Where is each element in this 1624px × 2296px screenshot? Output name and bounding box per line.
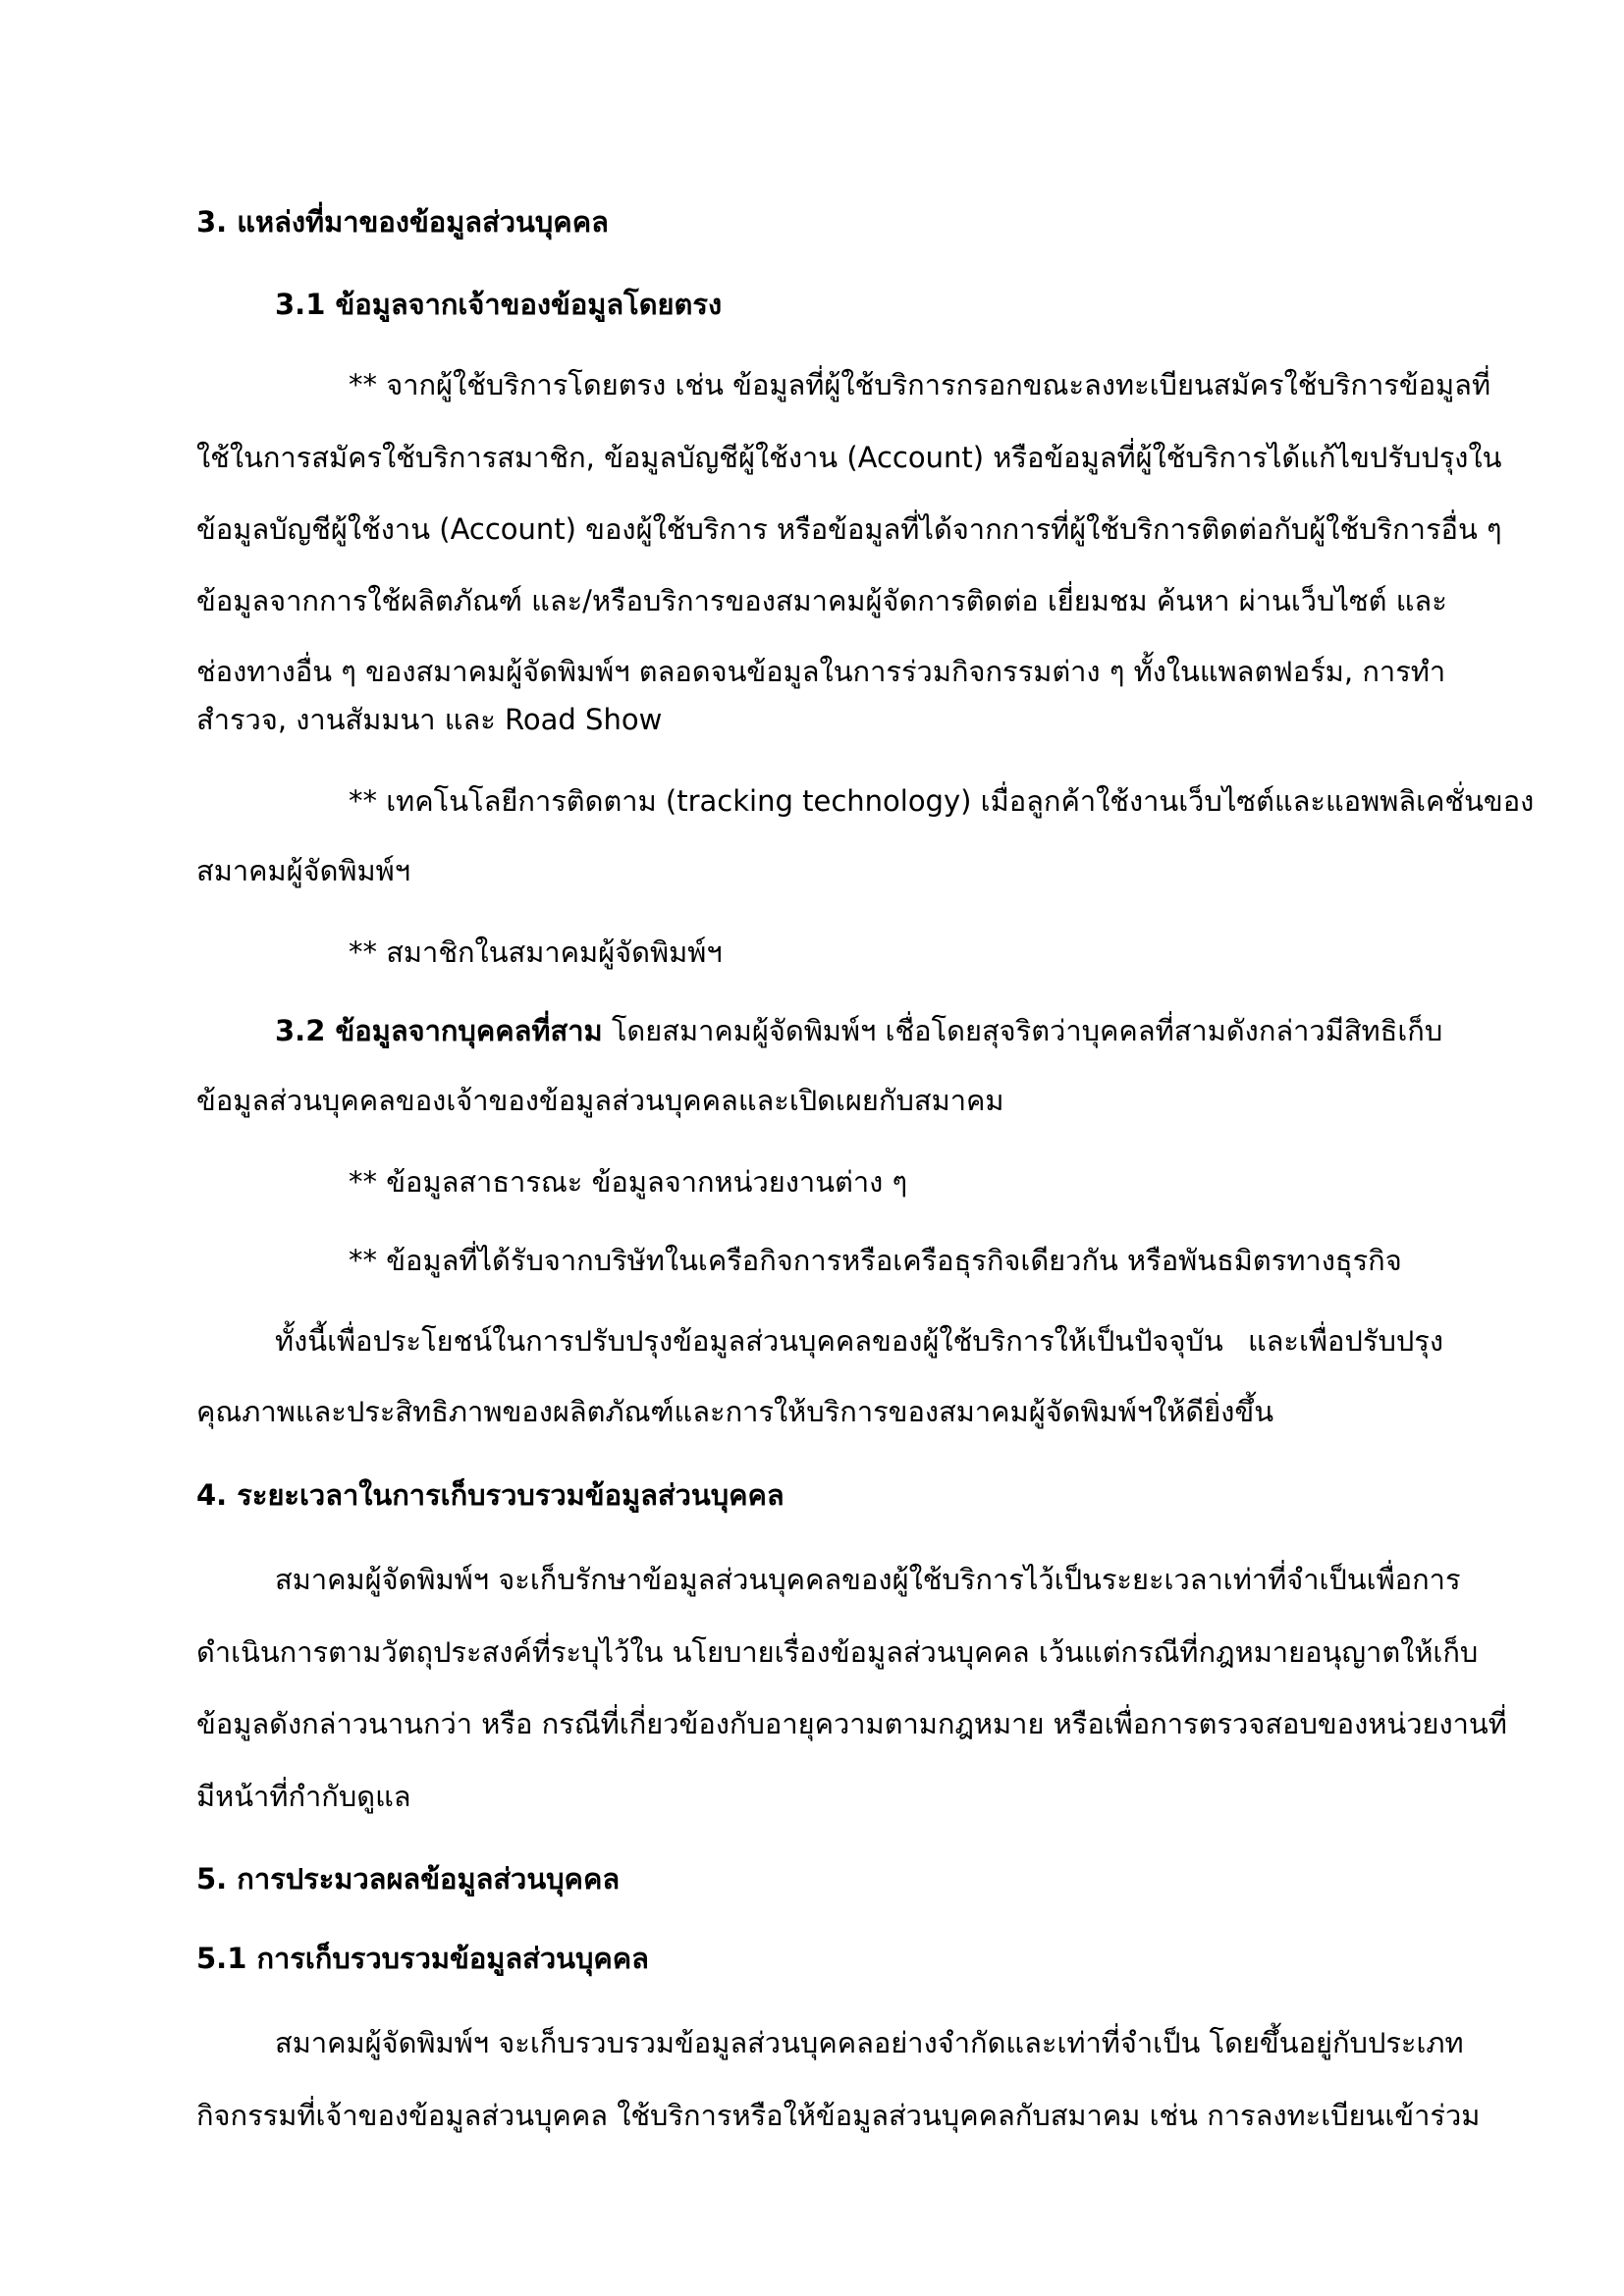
paragraph-line: ข้อมูลดังกล่าวนานกว่า หรือ กรณีที่เกี่ยวข้องกับอายุความตามกฎหมาย หรือเพื่อการตรวจสอบของหน่วยงานที่ (196, 1707, 1507, 1740)
paragraph-line: คุณภาพและประสิทธิภาพของผลิตภัณฑ์และการให้บริการของสมาคมผู้จัดพิมพ์ฯให้ดียิ่งขึ้น (196, 1395, 1274, 1428)
section-3-heading: 3. แหล่งที่มาของข้อมูลส่วนบุคคล (196, 205, 609, 239)
section-3-2-heading: 3.2 ข้อมูลจากบุคคลที่สาม (275, 1014, 603, 1047)
paragraph-line: ข้อมูลส่วนบุคคลของเจ้าของข้อมูลส่วนบุคคลและเปิดเผยกับสมาคม (196, 1084, 1004, 1117)
paragraph-line: ** เทคโนโลยีการติดตาม (tracking technology) เมื่อลูกค้าใช้งานเว็บไซต์และแอพพลิเคชั่นของ (349, 784, 1535, 818)
paragraph-line: ** สมาชิกในสมาคมผู้จัดพิมพ์ฯ (349, 935, 723, 969)
paragraph-line: ข้อมูลจากการใช้ผลิตภัณฑ์ และ/หรือบริการของสมาคมผู้จัดการติดต่อ เยี่ยมชม ค้นหา ผ่านเว็บไซต์ และ (196, 584, 1447, 617)
paragraph-line: ใช้ในการสมัครใช้บริการสมาชิก, ข้อมูลบัญชีผู้ใช้งาน (Account) หรือข้อมูลที่ผู้ใช้บริการได้แก้ไขปรับปรุงใน (196, 441, 1502, 474)
section-3-2-line (275, 1011, 1443, 1050)
paragraph-line: สมาคมผู้จัดพิมพ์ฯ จะเก็บรวบรวมข้อมูลส่วนบุคคลอย่างจำกัดและเท่าที่จำเป็น โดยขึ้นอยู่กับประเภท (275, 2026, 1464, 2059)
section-5-1-heading: 5.1 การเก็บรวบรวมข้อมูลส่วนบุคคล (196, 1942, 649, 1975)
section-3-2-text: โดยสมาคมผู้จัดพิมพ์ฯ เชื่อโดยสุจริตว่าบุคคลที่สามดังกล่าวมีสิทธิเก็บ (602, 1014, 1443, 1047)
paragraph-line: มีหน้าที่กำกับดูแล (196, 1780, 411, 1813)
paragraph-line: สำรวจ, งานสัมมนา และ Road Show (196, 703, 663, 736)
paragraph-line: กิจกรรมที่เจ้าของข้อมูลส่วนบุคคล ใช้บริการหรือให้ข้อมูลส่วนบุคคลกับสมาคม เช่น การลงทะเบียนเข้าร่วม (196, 2099, 1481, 2132)
paragraph-line: ** ข้อมูลสาธารณะ ข้อมูลจากหน่วยงานต่าง ๆ (349, 1165, 908, 1199)
section-5-heading: 5. การประมวลผลข้อมูลส่วนบุคคล (196, 1862, 621, 1896)
section-4-heading: 4. ระยะเวลาในการเก็บรวบรวมข้อมูลส่วนบุคคล (196, 1478, 785, 1512)
paragraph-line: ช่องทางอื่น ๆ ของสมาคมผู้จัดพิมพ์ฯ ตลอดจนข้อมูลในการร่วมกิจกรรมต่าง ๆ ทั้งในแพลตฟอร์ม, การทำ (196, 655, 1446, 688)
paragraph-line: สมาคมผู้จัดพิมพ์ฯ จะเก็บรักษาข้อมูลส่วนบุคคลของผู้ใช้บริการไว้เป็นระยะเวลาเท่าที่จำเป็นเพื่อการ (275, 1563, 1461, 1596)
section-3-1-heading: 3.1 ข้อมูลจากเจ้าของข้อมูลโดยตรง (275, 288, 723, 321)
paragraph-line: ** จากผู้ใช้บริการโดยตรง เช่น ข้อมูลที่ผู้ใช้บริการกรอกขณะลงทะเบียนสมัครใช้บริการข้อมูลที่ (349, 368, 1491, 401)
paragraph-line: ดำเนินการตามวัตถุประสงค์ที่ระบุไว้ใน นโยบายเรื่องข้อมูลส่วนบุคคล เว้นแต่กรณีที่กฎหมายอนุญาตให้เก็บ (196, 1635, 1479, 1669)
paragraph-line: ** ข้อมูลที่ได้รับจากบริษัทในเครือกิจการหรือเครือธุรกิจเดียวกัน หรือพันธมิตรทางธุรกิจ (349, 1244, 1402, 1277)
paragraph-line: สมาคมผู้จัดพิมพ์ฯ (196, 854, 411, 887)
paragraph-line: ทั้งนี้เพื่อประโยชน์ในการปรับปรุงข้อมูลส่วนบุคคลของผู้ใช้บริการให้เป็นปัจจุบัน และเพื่อปรับปรุง (275, 1324, 1443, 1358)
paragraph-line: ข้อมูลบัญชีผู้ใช้งาน (Account) ของผู้ใช้บริการ หรือข้อมูลที่ได้จากการที่ผู้ใช้บริการติดต่อกับผู้ใช้บริการอื่น ๆ (196, 512, 1502, 546)
